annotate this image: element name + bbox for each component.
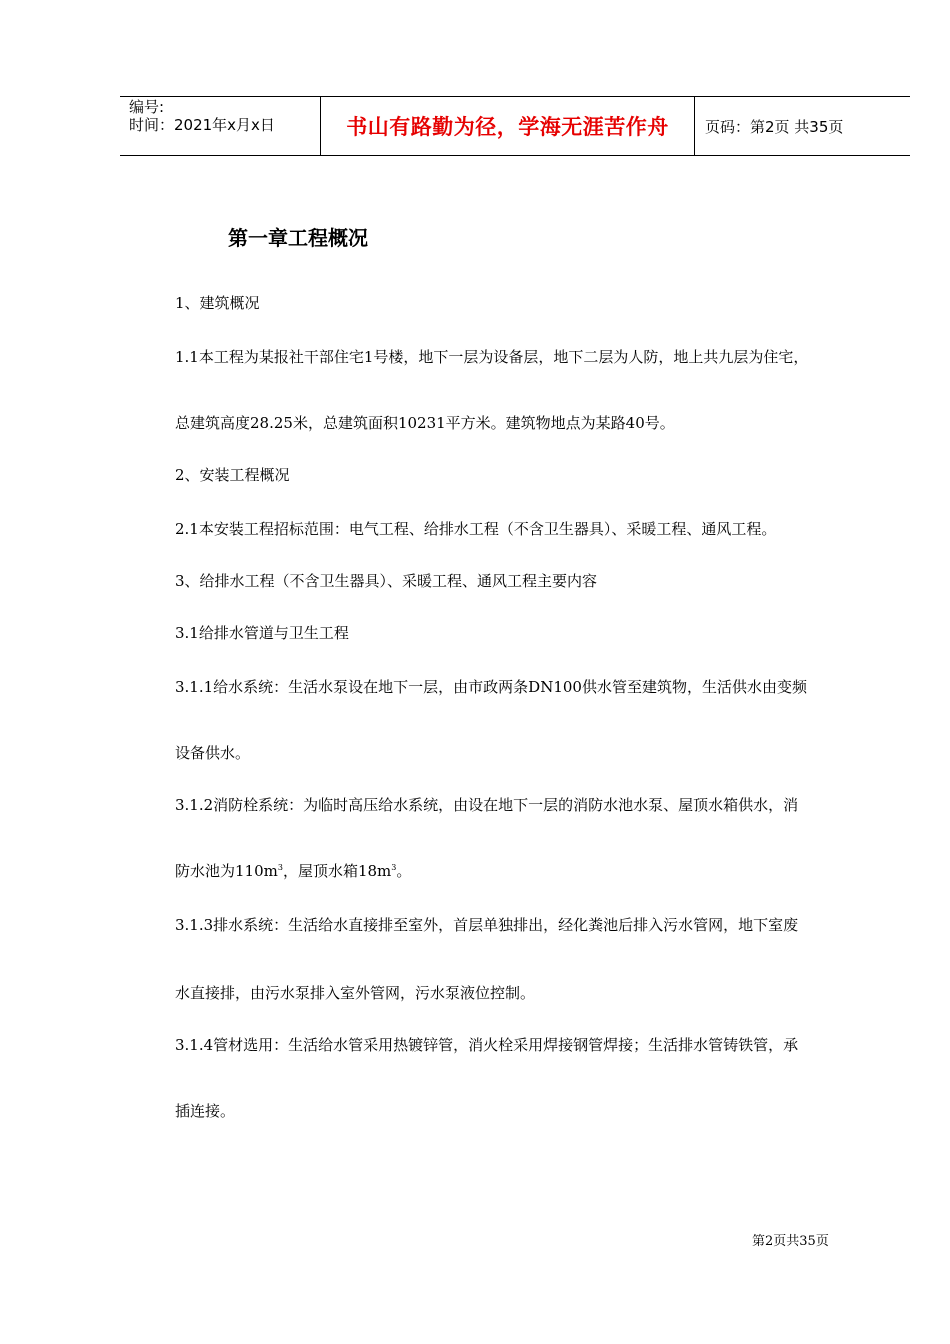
- header-motto: 书山有路勤为径，学海无涯苦作舟: [346, 115, 669, 139]
- pool-volume-text: 防水池为110m: [175, 862, 278, 880]
- header-meta-cell: [120, 97, 321, 155]
- paragraph-3-1-1-line-1: 3.1.1给水系统：生活水泵设在地下一层，由市政两条DN100供水管至建筑物，生活供水由变频: [175, 678, 807, 696]
- page-footer-number: 第2页共35页: [752, 1234, 829, 1249]
- header-page-number: 页码：第2页 共35页: [705, 117, 844, 136]
- section-2-heading: 2、安装工程概况: [175, 466, 290, 484]
- paragraph-2-1: 2.1本安装工程招标范围：电气工程、给排水工程（不含卫生器具）、采暖工程、通风工程。: [175, 520, 777, 538]
- paragraph-3-1-4-line-2: 插连接。: [175, 1102, 236, 1120]
- tank-volume-text: ，屋顶水箱18m: [282, 862, 392, 880]
- header-page-cell: [695, 97, 910, 155]
- sentence-end: 。: [396, 862, 412, 880]
- paragraph-3-1-3-line-2: 水直接排，由污水泵排入室外管网，污水泵液位控制。: [175, 984, 536, 1002]
- chapter-title: 第一章工程概况: [228, 226, 368, 250]
- section-3-heading: 3、给排水工程（不含卫生器具）、采暖工程、通风工程主要内容: [175, 572, 598, 590]
- paragraph-3-1-2-line-1: 3.1.2消防栓系统：为临时高压给水系统，由设在地下一层的消防水池水泵、屋顶水箱供水，消: [175, 796, 799, 814]
- tank-volume-unit-superscript: 3: [391, 863, 397, 872]
- document-number-label: 编号:: [129, 98, 165, 116]
- paragraph-1-1-line-2: 总建筑高度28.25米，总建筑面积10231平方米。建筑物地点为某路40号。: [175, 414, 675, 432]
- header-motto-cell: [321, 97, 695, 155]
- paragraph-3-1-2-line-2: [175, 860, 411, 882]
- section-3-1-heading: 3.1给排水管道与卫生工程: [175, 624, 349, 642]
- pool-volume-unit-superscript: 3: [277, 863, 283, 872]
- section-1-heading: 1、建筑概况: [175, 294, 260, 312]
- paragraph-3-1-4-line-1: 3.1.4管材选用：生活给水管采用热镀锌管，消火栓采用焊接钢管焊接；生活排水管铸铁管，承: [175, 1036, 799, 1054]
- paragraph-1-1-line-1: 1.1本工程为某报社干部住宅1号楼，地下一层为设备层，地下二层为人防，地上共九层为住宅，: [175, 348, 809, 366]
- paragraph-3-1-3-line-1: 3.1.3排水系统：生活给水直接排至室外，首层单独排出，经化粪池后排入污水管网，地下室废: [175, 916, 799, 934]
- document-date: 时间：2021年x月x日: [129, 116, 275, 134]
- paragraph-3-1-1-line-2: 设备供水。: [175, 744, 251, 762]
- page-header: [120, 96, 910, 156]
